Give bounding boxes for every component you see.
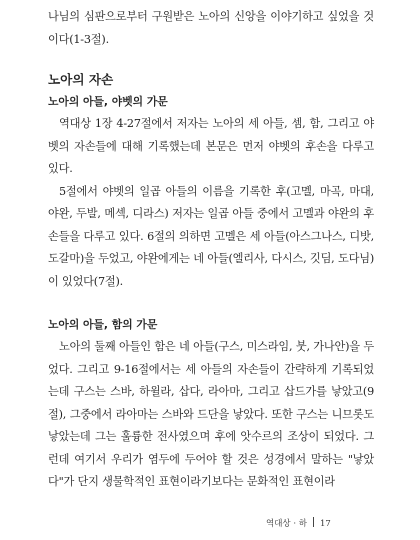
section-title: 노아의 자손 (48, 72, 114, 87)
japheth-paragraph-2: 5절에서 야벳의 일곱 아들의 이름을 기록한 후(고멜, 마곡, 마대, 야완, 두발, 메섹, 디라스) 저자는 일곱 아들 중에서 고멜과 야완의 후손들을 다루고 있다. 6절의 의하면 고멜은 세 아들(아스그나스, 디밧, 도갈마)을 두었고, 야완에게는 네 아들(엘리사, 다시스, 깃딤, 도다님)이 있었다(7절). (48, 184, 374, 288)
ham-paragraph-1: 노아의 둘째 아들인 함은 네 아들(구스, 미스라임, 붓, 가나안)을 두었다. 그리고 9-16절에서는 세 아들의 자손들이 간략하게 기록되었는데 구스는 스바, 하윌라, 삽다, 라아마, 그리고 삽드가를 낳았고(9절), 그중에서 라아마는 스바와 드단을 낳았다. 또한 구스는 니므롯도 낳았는데 그는 훌륭한 전사였으며 후에 앗수르의 조상이 되었다. 그런데 여기서 우리가 염두에 두어야 할 것은 성경에서 말하는 "낳았다"가 단지 생물학적인 표현이라기보다는 문화적인 표현이라 (48, 340, 374, 488)
intro-paragraph: 나님의 심판으로부터 구원받은 노아의 신앙을 이야기하고 싶었을 것이다(1-3절). (48, 10, 374, 46)
page-footer (266, 517, 331, 529)
running-title: 역대상 · 하 (266, 519, 307, 529)
page-number: 17 (319, 519, 331, 529)
page-body (48, 6, 374, 494)
japheth-heading: 노아의 아들, 야벳의 가문 (48, 95, 168, 108)
footer-divider (313, 517, 314, 527)
ham-heading: 노아의 아들, 함의 가문 (48, 318, 158, 331)
japheth-paragraph-1: 역대상 1장 4-27절에서 저자는 노아의 세 아들, 셈, 함, 그리고 야벳의 자손들에 대해 기록했는데 본문은 먼저 야벳의 후손을 다루고 있다. (48, 117, 374, 175)
